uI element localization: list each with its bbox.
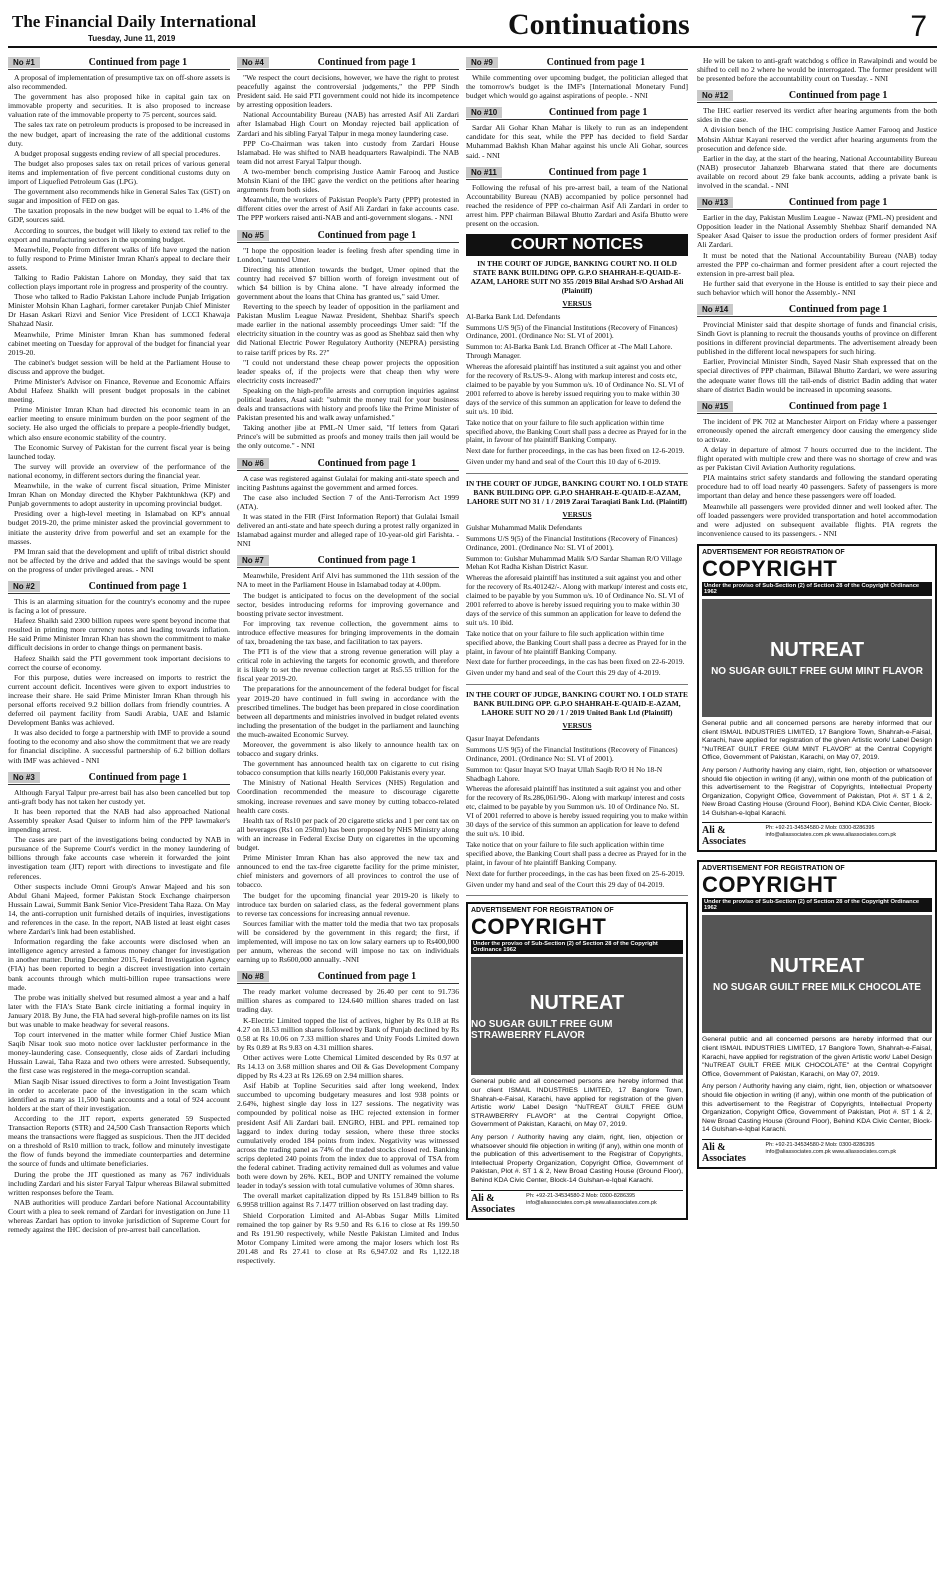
notice-paragraph: Summons U/S 9(5) of the Financial Institutions (Recovery of Finances) Ordinance, 2001. (Ordinance No: SL VI of 2001). (466, 744, 678, 763)
story-title: Continued from page 1 (788, 90, 888, 102)
story-header (697, 400, 937, 414)
masthead (8, 6, 937, 48)
notice-versus: VERSUS (562, 509, 592, 519)
story-tag: No #11 (466, 167, 502, 178)
story-title: Continued from page 1 (548, 107, 648, 119)
story-no-15 (697, 400, 937, 538)
story-paragraph: Earlier, Provincial Minister Sindh, Sayed Nasir Shah expressed that on the special directives of PPP chairman, Bilawal Bhutto Zardari, we were assuring the adequate water flows till the tail-ends of district Badin adding that water share of district Badin would be increased in upcoming seasons. (697, 357, 937, 394)
story-paragraph: For improving tax revenue collection, the government aims to introduce effective measures for bringing improvements in the domain of tax, broadening the tax base, and facilitation to tax payers. (237, 618, 459, 646)
story-paragraph: The cases are part of the investigations being conducted by NAB in pursuance of the Supreme Court's verdict in the money laundering of billions through fake accounts case wherein it forwarded the joint investigation team (JIT) report with directions to investigate and file references. (8, 835, 230, 881)
ad-footer (702, 1139, 932, 1164)
story-continuation-text (697, 56, 937, 83)
product-brand: NUTREAT (769, 955, 865, 978)
notice-paragraph: Summons U/S 9(5) of the Financial Institutions (Recovery of Finances) Ordinance, 2001. (Ordinance No: SL VI of 2001). (466, 322, 678, 341)
copyright-ad-mint (697, 544, 937, 853)
story-paragraph: Meanwhile, Prime Minister Imran Khan has summoned federal cabinet meeting on Tuesday for approval of the budget for financial year 2019-20. (8, 329, 230, 357)
story-body (237, 73, 459, 223)
copyright-ad-strawberry (466, 902, 688, 1219)
story-paragraph: Information regarding the fake accounts were disclosed when an intelligence agency arrested a famous money changer for investigation in another matter. During December 2015, Federal Investigation Agency (FIA) has been reported to begin a discreet investigation into certain bank accounts through which multi-billion rupee transactions were made. (8, 937, 230, 992)
ad-objection-text: Any person / Authority having any claim, right, lien, objection or whatsoever should file objection in writing (if any), within one month of the publication of this advertisement to the Registrar of Copyrights, Intellectual Property Organization, Copyright Office, Government of Pakistan, Plot #. ST 1 & 2, New Broad Casting House (Ground Floor), Behind KDA Civic Center, Block-14 Gulshan-e-Iqbal Karachi. (702, 1083, 932, 1134)
story-title: Continued from page 1 (88, 580, 188, 592)
ad-notice-text: General public and all concerned persons are hereby informed that our client ISMAIL INDUSTRIES LIMITED, 17 Banglore Town, Shahrah-e-Faisal, Karachi, have applied for registration of the given Artistic work/ Label Design "NuTREAT GUILT FREE MILK CHOCOLATE" at the Central Copyright Office, Government of Pakistan, Karachi, on May 07, 2019. (702, 1036, 932, 1078)
story-paragraph: The survey will provide an overview of the performance of the national economy, in different sectors during the financial year. (8, 461, 230, 480)
ad-heading: ADVERTISEMENT FOR REGISTRATION OF (702, 865, 845, 873)
story-body (697, 106, 937, 190)
story-paragraph: Following the refusal of his pre-arrest bail, a team of the National Accountability Bureau (NAB) accompanied by police personnel had reached the residence of PPP co-chairman Asif Ali Zardari in order to arrest him. PPP chairman Bilawal Bhutto Zardari and Asifa Bhutto were present on the occasion. (466, 182, 688, 229)
notice-paragraph: Given under my hand and seal of the Court this 10 day of 6-2019. (466, 457, 661, 467)
story-paragraph: It was also decided to forge a partnership with IMF to provide a sound footing to the economy and also show the commitment that we are ready for financial discipline. A successful partnership of 6.2 billion dollars with IMF was achieved - NNI (8, 728, 230, 765)
story-paragraph: National Accountability Bureau (NAB) has arrested Asif Ali Zardari after Islamabad High Court on Monday rejected bail application of Zardari and his sibling Faryal Talpur in mega money laundering case. (237, 110, 459, 138)
column-1 (8, 56, 230, 1583)
story-paragraph: Sources familiar with the matter told the media that two tax proposals will be considered by the government in this regard; the first, if implemented, will impose no tax on low salary earners up to Rs400,000 per annum, whereas the second will impose no tax on individuals earning up to Rs600,000 annually. -NNI (237, 918, 459, 965)
copyright-ad-box (697, 544, 937, 853)
story-paragraph: The Ministry of National Health Services (NHS) Regulation and Coordination recommended the measure to discourage cigarette smoking, increase revenues and save money by cutting tobacco-related health care costs. (237, 778, 459, 815)
story-title: Continued from page 1 (788, 197, 888, 209)
product-flavor: NO SUGAR GUILT FREE MILK CHOCOLATE (713, 982, 921, 994)
product-brand: NUTREAT (769, 638, 865, 661)
ad-rule: Under the proviso of Sub-Section (2) of Section 28 of the Copyright Ordinance 1962 (471, 940, 683, 954)
story-paragraph: It must be noted that the National Accountability Bureau (NAB) today arrested the PPP co-chairman and former president after a court rejected the extension in pre-arrest bail plea. (697, 250, 937, 278)
story-paragraph: The ready market volume decreased by 26.40 per cent to 91.736 million shares as compared to 124.640 million shares traded on last trading day. (237, 987, 459, 1015)
firm-logo: Ali & Associates (702, 825, 746, 848)
notice-paragraph: Whereas the aforesaid plaintiff has instituted a suit against you and other for the recovery of Rs.US-9-. Along with markup interest and costs etc, claimed to be payable by you Summon u/s. 10 of Ordinance No. SL VI of 2001 referred to above is hereby issued requiring you to make within 30 days of the service of this summon an application for leave to defend the suit u/s. 10 ibid. (466, 362, 684, 416)
notice-heading: IN THE COURT OF JUDGE, BANKING COURT NO. I OLD STATE BANK BUILDING OPP. G.P.O SHAHRAH-E-QUAID-E-AZAM, LAHORE SUIT NO 20 / 1 / 2019 United Bank Ltd (Plaintiff) (466, 690, 688, 718)
story-no-8 (237, 970, 459, 1265)
court-notice (466, 691, 688, 896)
copyright-ad-box (466, 902, 688, 1219)
notice-paragraph: Take notice that on your failure to file such application within time specified above, the Banking Court shall pass a decree as Prayed for in the plaint, in favour of hte plaintiff Banking Company. (466, 839, 687, 867)
notice-paragraph: Summons U/S 9(5) of the Financial Institutions (Recovery of Finances) Ordinance, 2001. (Ordinance No: SL VI of 2001). (466, 533, 678, 552)
notice-paragraph: Next date for further proceedings, in the cas has been fixed on 22-6-2019. (466, 657, 685, 667)
ad-footer (702, 822, 932, 847)
story-body (697, 417, 937, 538)
story-paragraph: The budget also proposes sales tax on retail prices of various general items and implementation of five percent conditional customs duty on import of Liquefied Petroleum Gas (LPG). (8, 158, 230, 187)
newspaper-brand: The Financial Daily International (12, 12, 257, 31)
notice-paragraph: Summon to: Gulshar Muhammad Malik S/O Sardar Shaman R/O Village Mehan Kot Radha Kishan District Kasur. (466, 553, 682, 572)
story-paragraph: It was stated in the FIR (First Information Report) that Gulalai Ismail delivered an anti-state and hate speech during a protest rally organized in Islamabad against murder and alleged rape of 10-year-old girl Farishta. - NNI (237, 511, 459, 549)
story-header (466, 166, 688, 180)
story-paragraph: The case also included Section 7 of the Anti-Terrorism Act 1999 (ATA). (237, 492, 459, 511)
notice-versus: VERSUS (562, 298, 592, 308)
story-paragraph: Prime Minister Imran Khan had directed his economic team in an earlier meeting to ensure minimum burden on the poor segment of the society. He also urged the officials to prepare a people-friendly budget, which also ensure economic stability of the country. (8, 405, 230, 442)
story-no-7 (237, 554, 459, 964)
story-body (237, 246, 459, 451)
notice-paragraph: Whereas the aforesaid plaintiff has instituted a suit against you and other for the recovery of Rs.401242/-. Along with markup/ interest and costs etc, claimed to be payable by you Summon u/s. 10 of Ordinance No. SL VI of 2001 referred to above is hereby issued requiring you to make within 30 days of the service of this summon an application for leave to defend the suit u/s. 10 ibid. (466, 573, 688, 627)
story-paragraph: Asif Habib at Topline Securities said after long weekend, Index succumbed to upcoming budgetary measures and lost 938 points or 2.64%, highest single day loss in 127 sessions. The negativity was compounded by political noise as IHC rejected extension in former president Asif Ali Zardari bail. ENGRO, HBL and PPL remained top laggard to index during today session, where these three stocks cumulatively eroded 184 points from index. Negativity was witnessed across the trading panel as 74% of the traded stocks closed red. Banking scrips depleted 240 points from the index due to approval of TSA from the federal cabinet. Trading activity remained dull as volumes and value both were down by 26%. KEL, BOP and UNITY remained the volume leader in today's session with total cumulative volumes of 30mn shares. (237, 1081, 459, 1191)
story-paragraph: Taking another jibe at PML-N Umer said, "If letters from Qatari Prince's will be submitted as proofs and money trails then jail would be the only outcome." - NNI (237, 423, 459, 451)
story-paragraph: The Economic Survey of Pakistan for the current fiscal year is being launched today. (8, 442, 230, 461)
story-paragraph: According to the JIT report, experts generated 59 Suspected Transaction Reports (STR) and 24,500 Cash Transaction Reports which means the transactions were flagged as suspicious. Then the JIT decided on a threshold of Rs10 million to track, follow and minutely investigate the flow of funds beyond the immediate counterparties and determine the source of funds and ultimate beneficiaries. (8, 1113, 230, 1169)
story-title: Continued from page 1 (548, 166, 648, 178)
story-paragraph: The sales tax rate on petroleum products is proposed to be increased in the new budget, apart of increasing the rate of the additional customs duty. (8, 120, 230, 148)
firm-contact: Ph: +92-21-34534580-2 Mob: 0300-8286395 info@aliassociates.com.pk www.aliassociates.com.pk (526, 1192, 657, 1206)
story-paragraph: Meanwhile all passengers were provided dinner and well looked after. The off loaded passengers were provided transportation and hotel accommodation and were adjusted on subsequent available flights. PIA regrets the inconvenience caused to its passengers. - NNI (697, 501, 937, 538)
story-title: Continued from page 1 (317, 555, 417, 567)
story-paragraph: PM Imran said that the development and uplift of tribal district should not be affected by the drive and added that the savings would be spent on the progress of under privileged areas. - NNI (8, 546, 230, 574)
court-notice (466, 260, 688, 474)
column-2 (237, 56, 459, 1583)
story-body (8, 597, 230, 765)
story-tag: No #4 (237, 57, 269, 68)
notice-paragraph: Summon to: Qasur Inayat S/O Inayat Ullah Saqib R/O H No 18-N Shadbagh Lahore. (466, 764, 663, 783)
court-notices (466, 260, 688, 896)
story-title: Continued from page 1 (788, 400, 888, 412)
notice-paragraph: Given under my hand and seal of the Court this 29 day of 04-2019. (466, 879, 665, 889)
story-paragraph: The IHC earlier reserved its verdict after hearing arguments from the both sides in the case. (697, 106, 937, 125)
page-number: 7 (910, 10, 927, 43)
notice-paragraph: Take notice that on your failure to file such application within time specified above, the Banking Court shall pass a decree as Prayed for in the plaint, in favour of hte plaintiff Banking Company. (466, 628, 687, 656)
story-tag: No #7 (237, 555, 269, 566)
story-paragraph: Meanwhile, People from different walks of life have urged the nation to fully respond to Prime Minister Imran Khan's appeal to declare their assets. (8, 244, 230, 272)
story-body (8, 73, 230, 574)
story-paragraph: Health tax of Rs10 per pack of 20 cigarette sticks and 1 per cent tax on all beverages (Rs1 on 250ml) has been proposed by NHS Ministry along with an increase in Federal Excise Duty on cigarettes in the upcoming budget. (237, 815, 459, 853)
story-title: Continued from page 1 (317, 229, 417, 241)
story-body (697, 213, 937, 297)
story-no-10 (466, 106, 688, 159)
firm-contact: Ph: +92-21-34534580-2 Mob: 0300-8286395 info@aliassociates.com.pk www.aliassociates.com.pk (765, 825, 897, 839)
issue-date: Tuesday, June 11, 2019 (88, 34, 176, 43)
story-paragraph: According to sources, the budget will likely to extend tax relief to the export and manufacturing sectors in the upcoming budget. (8, 225, 230, 244)
story-paragraph: PPP Co-Chairman was taken into custody from Zardari House Islamabad. He was shifted to NAB headquarters Rawalpindi. The NAB team did not arrest Faryal Talpur though. (237, 138, 459, 166)
notice-paragraph: Next date for further proceedings, in the cas has been fixed on 25-6-2019. (466, 868, 685, 878)
story-paragraph: While commenting over upcoming budget, the politician alleged that the tomorrow's budget is the IMF's [International Monetary Fund] budget which would go against aspirations of people. - NNI (466, 73, 688, 101)
story-paragraph: NAB authorities will produce Zardari before National Accountability Court with a plea to seek remand of Zardari for investigation on June 11 whereas Zardari has option to invoke jurisdiction of Supreme Court for remedy against the IHC decision of pre-arrest bail cancellation. (8, 1197, 230, 1235)
story-paragraph: A proposal of implementation of presumptive tax on off-shore assets is also recommended. (8, 73, 230, 92)
story-paragraph: The government also recommends hike in General Sales Tax (GST) on sugar and imposition of FED on gas. (8, 187, 230, 206)
story-tag: No #10 (466, 107, 502, 118)
story-tag: No #2 (8, 581, 40, 592)
story-body (697, 56, 937, 83)
ad-rule: Under the proviso of Sub-Section (2) of Section 28 of the Copyright Ordinance 1962 (702, 582, 932, 596)
notice-paragraph: Summon to: Al-Barka Bank Ltd. Branch Officer at -The Mall Lahore. Through Manager. (466, 342, 673, 361)
story-paragraph: "I could not understand these cheap power projects the opposition leader speaks of, if the projects were that cheap then why were electricity costs increased?" (237, 357, 459, 385)
story-paragraph: A two-member bench comprising Justice Aamir Farooq and Justice Mohsin Kiani of the IHC gave the verdict on the petitions after hearing arguments from both sides. (237, 166, 459, 195)
ad-copyright-title: COPYRIGHT (471, 914, 607, 940)
story-header (466, 56, 688, 70)
story-header (697, 196, 937, 210)
copyright-ad-box (697, 860, 937, 1169)
story-paragraph: Earlier in the day, at the start of the hearing, National Accountability Bureau (NAB) prosecutor Jahanzeb Bharwana stated that there are documents available on record about 29 fake bank accounts, adding a private bank is involved in the scandal. - NNI (697, 153, 937, 191)
story-title: Continued from page 1 (317, 57, 417, 68)
story-paragraph: Talking to Radio Pakistan Lahore on Monday, they said that tax collection plays important role in progress and prosperity of the country. (8, 272, 230, 292)
story-title: Continued from page 1 (317, 457, 417, 469)
story-paragraph: Hafeez Shaikh said 2300 billion rupees were spent beyond income that resulted in printing more currency notes and leading towards inflation. He said Prime Minister Imran Khan has shown the commitment to make difficult decisions in order to change things on permanent basis. (8, 616, 230, 653)
story-paragraph: Shield Corporation Limited and Al-Abbas Sugar Mills Limited remained the top gainer by Rs 9.50 and Rs 6.16 to close at Rs 199.50 and Rs 191.90 respectively, while Nestle Pakistan Limited and Indus Motor Company Limited were among the major losers which lost Rs 201.48 and Rs 27.41 to close at Rs 6,947.02 and Rs 1,122.18 respectively. (237, 1210, 459, 1265)
story-title: Continued from page 1 (788, 303, 888, 315)
column-4 (697, 56, 937, 1583)
story-paragraph: A division bench of the IHC comprising Justice Aamer Farooq and Justice Mohsin Akhtar Kayani reserved the verdict after hearing arguments from the prosecution and defence side. (697, 125, 937, 153)
story-paragraph: The PTI is of the view that a strong revenue generation will play a critical role in achieving the targets for economic growth, and therefore it is likely to set the revenue collection target at Rs5.55 trillion for the fiscal year 2019-20. (237, 647, 459, 684)
story-paragraph: The probe was initially shelved but resumed almost a year and a half later with the FIA's State Bank circle initiating a formal inquiry in January 2018. By June, the FIA had several high-profile names on its list but was unable to make headway for several reasons. (8, 992, 230, 1029)
story-no-11 (466, 166, 688, 228)
story-paragraph: The cabinet's budget session will be held at the Parliament House to discuss and approve the budget. (8, 357, 230, 376)
story-header (237, 970, 459, 984)
story-no-9 (466, 56, 688, 100)
notice-heading: IN THE COURT OF JUDGE, BANKING COURT NO. I OLD STATE BANK BUILDING OPP. G.P.O SHAHRAH-E-QUAID-E-AZAM, LAHORE SUIT NO 31 / 1 / 2019 Zarai Taraqiati Bank Ltd. (Plaintiff) (466, 479, 688, 506)
story-header (697, 89, 937, 103)
story-no-2 (8, 580, 230, 765)
ad-copyright-title: COPYRIGHT (702, 872, 838, 898)
story-tag: No #13 (697, 197, 733, 208)
notice-versus: VERSUS (562, 721, 592, 730)
story-paragraph: During the probe the JIT questioned as many as 767 individuals including Zardari and his sister Faryal Talpur whereas Bilawal submitted written responses before the Team. (8, 1169, 230, 1197)
story-body (8, 788, 230, 1235)
story-no-6 (237, 457, 459, 549)
story-header (8, 580, 230, 594)
story-paragraph: He will be taken to anti-graft watchdog s office in Rawalpindi and would be shifted to cell no 2 where he would be interrogated. The former president will be presented before the accountability court on Tuesday. - NNI (697, 56, 937, 84)
notice-paragraph: Next date for further proceedings, in the cas has been fixed on 12-6-2019. (466, 446, 685, 456)
copyright-ad-chocolate (697, 860, 937, 1169)
story-paragraph: Provincial Minister said that despite shortage of funds and financial crisis, Sindh Govt is planning to recruit the thousands youths of province on different positions in different provincial departments. The advertisement already been published in the different local newspapers for such hiring. (697, 319, 937, 357)
story-paragraph: The government has also proposed hike in capital gain tax on immovable property and securities. It is also proposed to increase valuation rate of the immovable property to 75 percent, sources said. (8, 92, 230, 120)
firm-contact: Ph: +92-21-34534580-2 Mob: 0300-8286395 info@aliassociates.com.pk www.aliassociates.com.pk (765, 1142, 897, 1155)
story-header (237, 56, 459, 70)
firm-logo: Ali & Associates (471, 1192, 515, 1215)
story-paragraph: PIA maintains strict safety standards and following the standard operating procedure had to off load nearly 40 passengers. Safety of passengers is more important than delay and hence these passengers were off loaded. (697, 473, 937, 501)
product-brand: NUTREAT (529, 991, 625, 1014)
story-paragraph: Although Faryal Talpur pre-arrest bail has also been cancelled but top anti-graft body has not taken her custody yet. (8, 787, 230, 806)
story-paragraph: Moreover, the government is also likely to announce health tax on tobacco and sugary drinks. (237, 740, 459, 759)
story-paragraph: Prime Minister Imran Khan has also approved the new tax and announced to end the tax-free cigarette facility for the prime minister, chief ministers and governors of all provinces to control the use of tobacco. (237, 853, 459, 890)
story-paragraph: A case was registered against Gulalai for making anti-state speech and inciting Pashtuns against the government and armed forces. (237, 473, 459, 492)
story-tag: No #3 (8, 772, 40, 783)
story-no-5 (237, 229, 459, 451)
story-paragraph: The incident of PK 702 at Manchester Airport on Friday where a passenger erroneously opened the aircraft emergency door causing the emergency slide to activate. (697, 416, 937, 444)
ad-notice-text: General public and all concerned persons are hereby informed that our client ISMAIL INDUSTRIES LIMITED, 17 Banglore Town, Shahrah-e-Faisal, Karachi, have applied for registration of the given Artistic work/ Label Design "NuTREAT GUILT FREE GUM STRAWBERRY FLAVOR" at the Central Copyright Office, Government of Pakistan, Karachi, on May 07, 2019. (471, 1078, 683, 1129)
story-header (8, 56, 230, 70)
story-header (697, 303, 937, 317)
story-paragraph: For this purpose, duties were increased on imports to restrict the current account deficit. Incentives were given to export industries to increase their share. He said Prime Minister Imran Khan through his personal efforts received 9.2 billion dollars from friendly countries. A deferred oil payment facility from Saudi Arabia, UAE and Islamic Development Banks was achieved. (8, 672, 230, 728)
firm-logo: Ali & Associates (702, 1142, 746, 1164)
story-no-13 (697, 196, 937, 297)
notice-paragraph: Take notice that on your failure to file such application within time specified above, the Banking Court shall pass a decree as Prayed for in the plaint, in favour of hte plaintiff Banking Company. (466, 417, 687, 445)
story-tag: No #14 (697, 304, 733, 315)
story-header (8, 771, 230, 785)
story-no-4 (237, 56, 459, 223)
story-paragraph: Meanwhile, the workers of Pakistan People's Party (PPP) protested in different cities over the arrest of Asif Ali Zardari in fake accounts case. The PPP workers raised anti-NAB and anti-government slogans. - NNI (237, 195, 459, 223)
story-header (466, 106, 688, 120)
story-tag: No #1 (8, 57, 40, 68)
story-paragraph: This is an alarming situation for the country's economy and the rupee is facing a lot of pressure. (8, 596, 230, 616)
column-3 (466, 56, 688, 1583)
story-tag: No #8 (237, 971, 269, 982)
story-tag: No #15 (697, 401, 733, 412)
story-title: Continued from page 1 (317, 971, 417, 983)
story-paragraph: The government has announced health tax on cigarette to cut rising tobacco consumption that kills nearly 160,000 Pakistanis every year. (237, 759, 459, 778)
story-paragraph: Sardar Ali Gohar Khan Mahar is likely to run as an independent candidate for this seat, while the PPP has decided to field Sardar Muhammad Bakhsh Khan Mahar against his uncle Ali Gohar, sources said. - NNI (466, 123, 688, 160)
ad-heading: ADVERTISEMENT FOR REGISTRATION OF (471, 907, 614, 915)
story-paragraph: Directing his attention towards the budget, Umer opined that the country had received $7 billion worth of foreign investment out of which $4 billion is by China alone. "I have already informed the government about the loans that China has granted us," said Umer. (237, 264, 459, 301)
story-paragraph: Meanwhile, President Arif Alvi has summoned the 11th session of the NA to meet in the Parliament House in Islamabad today at 4.00pm. (237, 571, 459, 590)
story-header (237, 229, 459, 243)
story-paragraph: A budget proposal suggests ending review of all special procedures. (14, 148, 221, 158)
story-paragraph: Prime Minister's Advisor on Finance, Revenue and Economic Affairs Abdul Hafeez Shaikh will present budget proposals in the cabinet meeting. (8, 377, 230, 405)
story-paragraph: K-Electric Limited topped the list of actives, higher by Rs 0.18 at Rs 4.27 on 18.53 million shares followed by Bank of Punjab declined by Rs 0.58 at Rs 10.06 on 7.33 million shares and Unity Foods Limited down by Rs 0.89 at Rs 9.83 on 4.31 million shares. (237, 1015, 459, 1052)
ad-rule: Under the proviso of Sub-Section (2) of Section 28 of the Copyright Ordinance 1962 (702, 898, 932, 912)
story-paragraph: Other suspects include Omni Group's Anwar Majeed and his son Abdul Ghani Majeed, former Pakistan Stock Exchange chairperson Hussain Lawai, Summit Bank Senior Vice-President Taha Raza. On May 14, the anti-corruption unit furnished details of inquiries, investigations and references in the case. In the report, NAB listed at least eight cases where Zardari's link had been established. (8, 881, 230, 937)
story-paragraph: It has been reported that the NAB had also approached National Assembly speaker Asad Quiser to inform him of the PPP lawmaker's impending arrest. (8, 806, 230, 835)
story-paragraph: "We respect the court decisions, however, we have the right to protest peacefully against the controversial judgements," the PPP Sindh President said. He said PTI government could not hide its incompetence by arresting opposition leaders. (237, 73, 459, 110)
story-paragraph: Speaking on the high-profile arrests and corruption inquiries against political leaders, Asad said: "submit the money trail for your business deals and transactions with history and proofs like the Prime Minister of Pakistan presented his and walk away unfarnished." (237, 385, 459, 423)
story-paragraph: Reverting to the speech by leader of opposition in the parliament and Pakistan Muslim League Nawaz President, Shehbaz Sharif's speech made earlier in the national assembly proceedings Umer said: "If the electricity situation in the country was as good as Shehbaz said then why did National Electric Power Regulatory Authority (NEPRA) persisting to raise tariff prices by Rs. 2?" (237, 302, 459, 357)
story-title: Continued from page 1 (546, 57, 646, 68)
court-notices-header: COURT NOTICES (466, 234, 688, 256)
story-paragraph: The taxation proposals in the new budget will be equal to 1.4% of the GDP, sources said. (8, 206, 230, 225)
story-paragraph: The overall market capitalization dipped by Rs 151.849 billion to Rs 6.9958 trillion against Rs 7.1477 trillion observed on last trading day. (237, 1191, 459, 1210)
story-header (237, 554, 459, 568)
story-tag: No #6 (237, 458, 269, 469)
product-flavor: NO SUGAR GUILT FREE GUM STRAWBERRY FLAVOR (471, 1018, 613, 1041)
notice-heading: IN THE COURT OF JUDGE, BANKING COURT NO. II OLD STATE BANK BUILDING OPP. G.P.O SHAHRAH-E-QUAID-E-AZAM, LAHORE SUIT NO 355 /2019 Bilal Arshad S/O Arshad Ali (Plaintiff) (470, 259, 684, 295)
story-paragraph: The budget is anticipated to focus on the development of the social sector, besides introducing reforms for improving governance and boosting private sector investment. (237, 590, 459, 618)
court-notice (466, 480, 688, 685)
product-image (471, 957, 683, 1075)
ad-heading: ADVERTISEMENT FOR REGISTRATION OF (702, 548, 845, 556)
product-image (702, 599, 932, 717)
ad-objection-text: Any person / Authority having any claim, right, lien, objection or whatsoever should file objection in writing (if any), within one month of the publication of this advertisement to the Registrar of Copyrights, Intellectual Property Organization, Copyright Office, Government of Pakistan, Plot #. ST 1 & 2, New Broad Casting House (Ground Floor), Behind KDA Civic Center, Block-14 Gulshan-e-Iqbal Karachi. (702, 766, 932, 817)
product-image (702, 915, 932, 1033)
story-title: Continued from page 1 (88, 57, 188, 68)
story-no-1 (8, 56, 230, 574)
ad-notice-text: General public and all concerned persons are hereby informed that our client ISMAIL INDUSTRIES LIMITED, 17 Banglore Town, Shahrah-e-Faisal, Karachi, have applied for registration of the given Artistic work/ Label Design "NuTREAT GUILT FREE GUM MINT FLAVOR" at the Central Copyright Office, Government of Pakistan, Karachi, on May 07, 2019. (702, 719, 932, 762)
notice-paragraph: Al-Barka Bank Ltd. Defendants (466, 311, 561, 321)
story-paragraph: A delay in departure of almost 7 hours occurred due to the incident. The flight operated with multiple crew and there was no shortage of crew and was as per Pakistan Civil Aviation Authority regulations. (697, 445, 937, 473)
ad-objection-text: Any person / Authority having any claim, right, lien, objection or whatsoever should file objection in writing (if any), within one month of the publication of this advertisement to the Registrar of Copyrights, Intellectual Property Organization, Copyright Office, Government of Pakistan, Plot #. ST 1 & 2, New Broad Casting House (Ground Floor), Behind KDA Civic Center, Block-14 Gulshan-e-Iqbal Karachi. (471, 1133, 683, 1184)
story-no-12 (697, 89, 937, 190)
story-paragraph: Top court intervened in the matter while former Chief Justice Mian Saqib Nisar took suo moto notice over lackluster performance in the money-laundering case. Consequently, close aids of Zardari including Hussain Lawai, Taha Raza and two others were arrested. Subsequently, the first case was registered in the mega-corruption scandal. (8, 1030, 230, 1076)
story-paragraph: The preparations for the announcement of the federal budget for fiscal year 2019-20 have continued in full swing in accordance with the prescribed timelines. The budget has been prepared in close coordination between all departments and ministries involved in budget related events including the presentation of the budget in the parliament and launching the much-awaited Economic Survey. (237, 684, 459, 739)
story-tag: No #9 (466, 57, 498, 68)
story-body (697, 320, 937, 394)
story-header (237, 457, 459, 471)
story-paragraph: Presiding over a high-level meeting in Islamabad on KP's annual budget 2019-20, the prime minister asked the provincial government to initiate the austerity drive from powerful and set an example for the masses. (8, 509, 230, 546)
story-paragraph: Hafeez Shaikh said the PTI government took important decisions to correct the course of economy. (8, 653, 230, 672)
story-tag: No #5 (237, 230, 269, 241)
story-paragraph: Earlier in the day, Pakistan Muslim League - Nawaz (PML-N) president and Opposition leader in the National Assembly Shehbaz Sharif demanded NA Speaker Asad Qaiser to issue the production orders of former president Asif Ali Zardari. (697, 213, 937, 250)
story-body (466, 73, 688, 100)
story-paragraph: Those who talked to Radio Pakistan Lahore include Punjab Irrigation Minister Mohsin Khan Laghari, former caretaker Punjab Chief Minister Dr Hasan Askari Rizvi and Senior Vice President of LCCI Khawaja Shahzad Nasir. (8, 292, 230, 329)
story-tag: No #12 (697, 90, 733, 101)
story-no-3 (8, 771, 230, 1235)
notice-paragraph: Gulshar Muhammad Malik Defendants (466, 522, 582, 532)
product-flavor: NO SUGAR GUILT FREE GUM MINT FLAVOR (711, 665, 923, 677)
story-paragraph: Meanwhile, in the wake of current fiscal situation, Prime Minister Imran Khan on Monday directed the Khyber Pakhtunkhwa (KP) and Punjab governments to adopt austerity in upcoming provincial budget. (8, 481, 230, 509)
story-body (237, 474, 459, 549)
notice-paragraph: Given under my hand and seal of the Court this 29 day of 4-2019. (466, 668, 661, 678)
story-body (237, 987, 459, 1265)
story-paragraph: Mian Saqib Nisar issued directives to form a Joint Investigation Team in order to accelerate pace of the investigation in the scam which identified as many as 11,500 bank accounts and a total of 924 account holders at the start of their investigation. (8, 1076, 230, 1113)
ad-copyright-title: COPYRIGHT (702, 555, 838, 581)
story-paragraph: Other actives were Lotte Chemical Limited descended by Rs 0.97 at Rs 14.13 on 3.68 million shares and Oil & Gas Development Company dipped by Rs 4.23 at Rs 126.69 on 2.94 million shares. (237, 1052, 459, 1081)
section-title: Continuations (508, 8, 690, 41)
story-body (237, 571, 459, 964)
story-body (466, 123, 688, 159)
story-title: Continued from page 1 (88, 771, 188, 783)
ad-footer (471, 1190, 683, 1215)
story-paragraph: "I hope the opposition leader is feeling fresh after spending time in London," taunted Umer. (237, 245, 459, 264)
story-body (466, 183, 688, 228)
story-no-14 (697, 303, 937, 394)
story-paragraph: The budget for the upcoming financial year 2019-20 is likely to introduce tax burden on salaried class, as the federal government plans to reverse tax concessions for increasing annual revenue. (237, 890, 459, 918)
notice-paragraph: Whereas the aforesaid plaintiff has instituted a suit against you and other for the recovery of Rs.286,061/90-. Along with markup/ interest and costs etc, claimed to be payable by you Summon u/s. 10 of Ordinance No. SL VI of 2001 referred to above is hereby issued requiring you to make within 30 days of the service of this summon an application for leave to defend the suit u/s. 10 ibid. (466, 784, 688, 838)
notice-paragraph: Qasur Inayat Defendants (466, 733, 540, 743)
story-paragraph: He further said that everyone in the House is entitled to say their piece and such behavior which will honor the Assembly.- NNI (697, 278, 937, 297)
